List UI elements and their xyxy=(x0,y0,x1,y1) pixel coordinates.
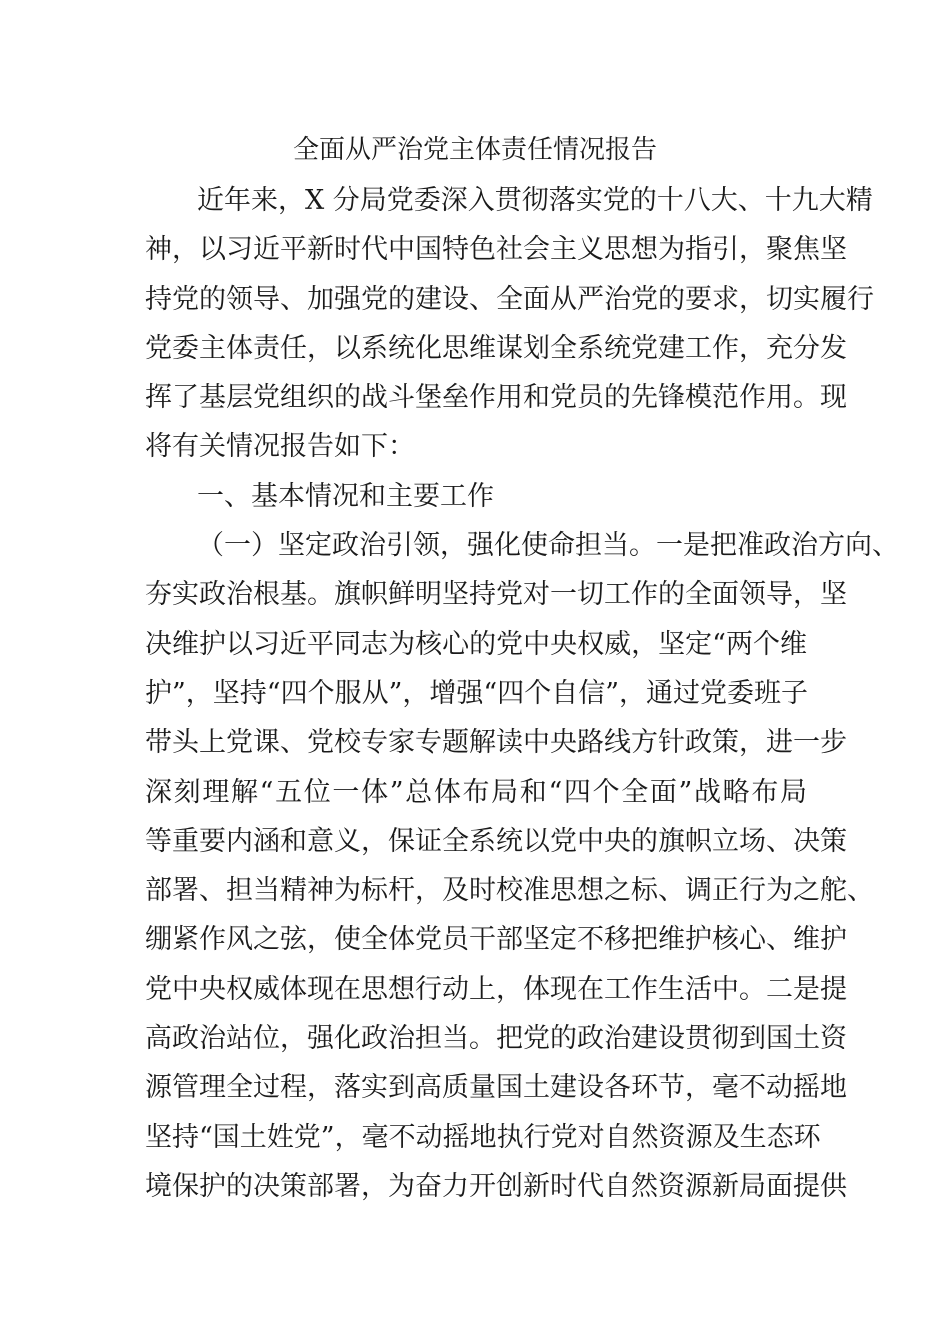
paragraph-intro-line-5: 挥了基层党组织的战斗堡垒作用和党员的先锋模范作用。现 xyxy=(145,382,847,414)
paragraph-1-line-1: （一）坚定政治引领，强化使命担当。一是把准政治方向、 xyxy=(197,530,899,562)
paragraph-1-line-9: 绷紧作风之弦，使全体党员干部坚定不移把维护核心、维护 xyxy=(145,924,847,956)
paragraph-1-line-4: 护”，坚持“四个服从”，增强“四个自信”，通过党委班子 xyxy=(145,677,809,709)
document-title: 全面从严治党主体责任情况报告 xyxy=(292,135,657,165)
paragraph-1-line-12: 源管理全过程，落实到高质量国土建设各环节，毫不动摇地 xyxy=(145,1072,847,1104)
paragraph-1-line-6: 深刻理解“五位一体”总体布局和“四个全面”战略布局 xyxy=(145,776,807,808)
paragraph-intro-line-3: 持党的领导、加强党的建设、全面从严治党的要求，切实履行 xyxy=(145,283,874,315)
paragraph-intro-line-6: 将有关情况报告如下： xyxy=(145,431,415,463)
document-body xyxy=(145,176,899,1211)
paragraph-intro-line-4: 党委主体责任，以系统化思维谋划全系统党建工作，充分发 xyxy=(145,332,847,364)
paragraph-1-line-2: 夯实政治根基。旗帜鲜明坚持党对一切工作的全面领导，坚 xyxy=(145,579,847,611)
paragraph-intro-line-1: 近年来，X 分局党委深入贯彻落实党的十八大、十九大精 xyxy=(197,185,873,216)
paragraph-1-line-3: 决维护以习近平同志为核心的党中央权威，坚定“两个维 xyxy=(145,628,807,660)
paragraph-1-line-8: 部署、担当精神为标杆，及时校准思想之标、调正行为之舵、 xyxy=(145,875,874,907)
paragraph-1-line-7: 等重要内涵和意义，保证全系统以党中央的旗帜立场、决策 xyxy=(145,825,847,857)
paragraph-1-line-14: 境保护的决策部署，为奋力开创新时代自然资源新局面提供 xyxy=(145,1170,847,1202)
paragraph-1-line-11: 高政治站位，强化政治担当。把党的政治建设贯彻到国土资 xyxy=(145,1023,847,1055)
paragraph-1-line-5: 带头上党课、党校专家专题解读中央路线方针政策，进一步 xyxy=(145,727,847,759)
paragraph-1-line-10: 党中央权威体现在思想行动上，体现在工作生活中。二是提 xyxy=(145,973,847,1005)
paragraph-1-line-13: 坚持“国土姓党”，毫不动摇地执行党对自然资源及生态环 xyxy=(145,1121,821,1153)
paragraph-intro-line-2: 神，以习近平新时代中国特色社会主义思想为指引，聚焦坚 xyxy=(145,234,847,266)
section-heading-1: 一、基本情况和主要工作 xyxy=(197,480,494,512)
